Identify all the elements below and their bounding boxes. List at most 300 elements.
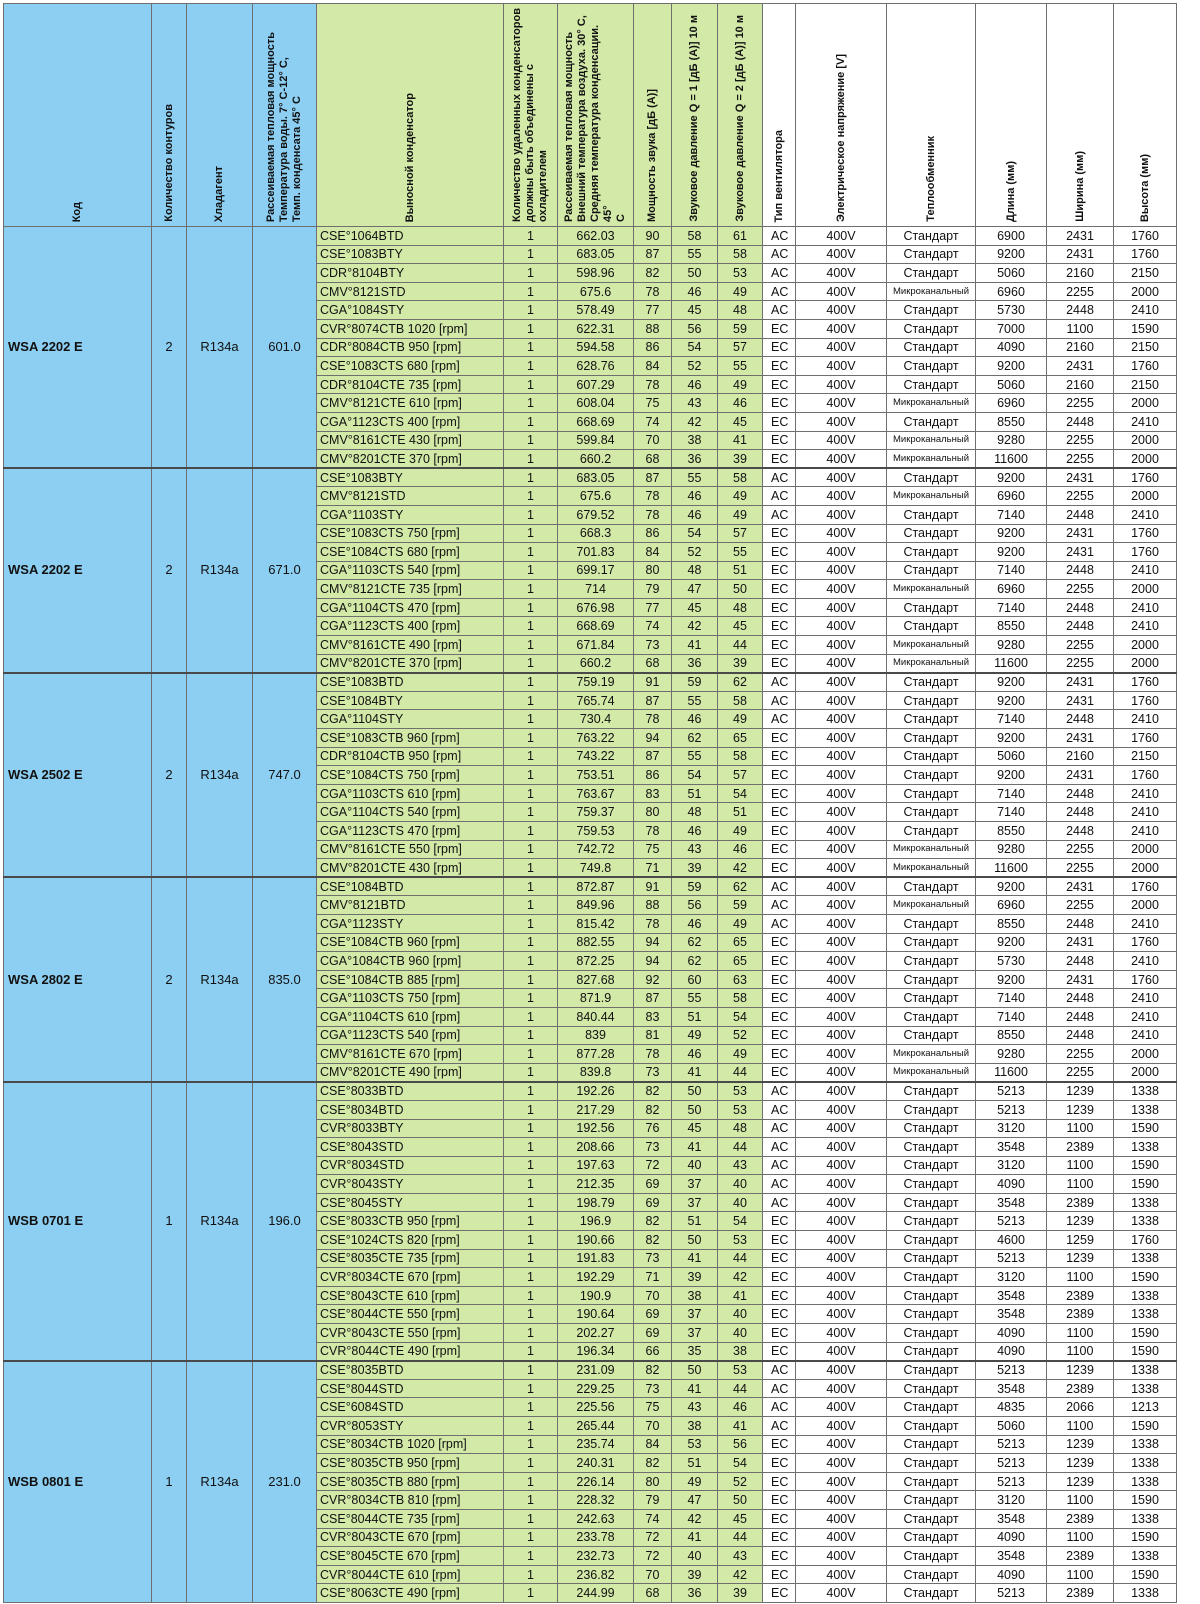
condenser-capacity: 598.96 (558, 264, 634, 283)
condenser-count: 1 (504, 1119, 558, 1138)
heat-exchanger: Стандарт (887, 1193, 976, 1212)
chiller-capacity: 601.0 (253, 227, 317, 469)
voltage: 400V (796, 1138, 887, 1157)
condenser-model: CSE°1084CTB 885 [rpm] (317, 970, 504, 989)
condenser-model: CDR°8104CTE 735 [rpm] (317, 375, 504, 394)
fan-type: AC (763, 301, 796, 320)
length: 11600 (976, 450, 1047, 469)
condenser-capacity: 235.74 (558, 1435, 634, 1454)
sound-pressure-q2: 53 (718, 1231, 763, 1250)
condenser-count: 1 (504, 1063, 558, 1082)
sound-pressure-q2: 52 (718, 1026, 763, 1045)
fan-type: EC (763, 1491, 796, 1510)
height: 1338 (1114, 1379, 1177, 1398)
sound-power: 68 (634, 1584, 672, 1603)
sound-pressure-q1: 48 (672, 803, 718, 822)
fan-type: AC (763, 914, 796, 933)
height: 1590 (1114, 1417, 1177, 1436)
length: 8550 (976, 822, 1047, 841)
heat-exchanger: Стандарт (887, 1138, 976, 1157)
sound-pressure-q2: 65 (718, 952, 763, 971)
voltage: 400V (796, 1509, 887, 1528)
condenser-count: 1 (504, 729, 558, 748)
sound-pressure-q2: 58 (718, 691, 763, 710)
condenser-model: CGA°1104STY (317, 710, 504, 729)
fan-type: EC (763, 784, 796, 803)
width: 2255 (1047, 896, 1114, 915)
height: 1590 (1114, 1175, 1177, 1194)
voltage: 400V (796, 282, 887, 301)
width: 2448 (1047, 914, 1114, 933)
condenser-capacity: 753.51 (558, 766, 634, 785)
fan-type: EC (763, 766, 796, 785)
length: 7000 (976, 319, 1047, 338)
condenser-model: CMV°8121STD (317, 282, 504, 301)
sound-power: 90 (634, 227, 672, 246)
sound-power: 87 (634, 468, 672, 487)
sound-pressure-q2: 42 (718, 1268, 763, 1287)
heat-exchanger: Микроканальный (887, 580, 976, 599)
condenser-model: CGA°1123CTS 400 [rpm] (317, 617, 504, 636)
condenser-model: CVR°8043STY (317, 1175, 504, 1194)
height: 2410 (1114, 505, 1177, 524)
heat-exchanger: Стандарт (887, 1472, 976, 1491)
length: 9200 (976, 245, 1047, 264)
voltage: 400V (796, 264, 887, 283)
voltage: 400V (796, 543, 887, 562)
condenser-count: 1 (504, 654, 558, 673)
height: 1590 (1114, 1119, 1177, 1138)
sound-power: 73 (634, 1249, 672, 1268)
sound-pressure-q2: 55 (718, 543, 763, 562)
length: 5213 (976, 1249, 1047, 1268)
width: 1100 (1047, 1324, 1114, 1343)
length: 11600 (976, 1063, 1047, 1082)
condenser-model: CMV°8121CTE 610 [rpm] (317, 394, 504, 413)
voltage: 400V (796, 505, 887, 524)
width: 1100 (1047, 1156, 1114, 1175)
sound-pressure-q2: 59 (718, 896, 763, 915)
sound-pressure-q2: 39 (718, 1584, 763, 1603)
length: 9200 (976, 543, 1047, 562)
condenser-count: 1 (504, 952, 558, 971)
sound-pressure-q1: 46 (672, 1045, 718, 1064)
sound-pressure-q2: 44 (718, 1063, 763, 1082)
height: 1590 (1114, 1565, 1177, 1584)
sound-pressure-q1: 43 (672, 394, 718, 413)
sound-pressure-q1: 54 (672, 766, 718, 785)
width: 2255 (1047, 840, 1114, 859)
condenser-model: CSE°8043STD (317, 1138, 504, 1157)
condenser-capacity: 839.8 (558, 1063, 634, 1082)
condenser-count: 1 (504, 1175, 558, 1194)
sound-power: 72 (634, 1156, 672, 1175)
width: 2431 (1047, 877, 1114, 896)
length: 8550 (976, 1026, 1047, 1045)
voltage: 400V (796, 1007, 887, 1026)
height: 1760 (1114, 729, 1177, 748)
refrigerant: R134a (187, 1361, 253, 1603)
voltage: 400V (796, 691, 887, 710)
fan-type: EC (763, 1435, 796, 1454)
sound-pressure-q1: 39 (672, 1565, 718, 1584)
sound-pressure-q2: 58 (718, 989, 763, 1008)
sound-pressure-q1: 49 (672, 1026, 718, 1045)
height: 1760 (1114, 766, 1177, 785)
height: 2410 (1114, 598, 1177, 617)
condenser-model: CGA°1123CTS 470 [rpm] (317, 822, 504, 841)
width: 1259 (1047, 1231, 1114, 1250)
sound-power: 77 (634, 301, 672, 320)
height: 1338 (1114, 1454, 1177, 1473)
sound-power: 81 (634, 1026, 672, 1045)
length: 5213 (976, 1100, 1047, 1119)
width: 2431 (1047, 766, 1114, 785)
length: 4090 (976, 1342, 1047, 1361)
voltage: 400V (796, 1082, 887, 1101)
heat-exchanger: Стандарт (887, 877, 976, 896)
fan-type: EC (763, 1063, 796, 1082)
sound-pressure-q2: 40 (718, 1305, 763, 1324)
sound-pressure-q1: 47 (672, 1491, 718, 1510)
heat-exchanger: Стандарт (887, 784, 976, 803)
condenser-model: CMV°8121BTD (317, 896, 504, 915)
width: 2255 (1047, 431, 1114, 450)
fan-type: EC (763, 524, 796, 543)
sound-power: 79 (634, 1491, 672, 1510)
sound-power: 84 (634, 357, 672, 376)
heat-exchanger: Стандарт (887, 822, 976, 841)
condenser-capacity: 668.69 (558, 617, 634, 636)
condenser-count: 1 (504, 1379, 558, 1398)
length: 4090 (976, 338, 1047, 357)
condenser-model: CVR°8034CTE 670 [rpm] (317, 1268, 504, 1287)
voltage: 400V (796, 375, 887, 394)
condenser-count: 1 (504, 1082, 558, 1101)
voltage: 400V (796, 933, 887, 952)
voltage: 400V (796, 859, 887, 878)
height: 2410 (1114, 914, 1177, 933)
sound-pressure-q1: 43 (672, 840, 718, 859)
height: 2000 (1114, 1045, 1177, 1064)
condenser-count: 1 (504, 487, 558, 506)
width: 2066 (1047, 1398, 1114, 1417)
condenser-model: CSE°8034CTB 1020 [rpm] (317, 1435, 504, 1454)
sound-pressure-q2: 46 (718, 394, 763, 413)
height: 2000 (1114, 636, 1177, 655)
sound-power: 78 (634, 375, 672, 394)
height: 1760 (1114, 227, 1177, 246)
heat-exchanger: Стандарт (887, 468, 976, 487)
fan-type: AC (763, 1082, 796, 1101)
voltage: 400V (796, 636, 887, 655)
sound-power: 74 (634, 1509, 672, 1528)
sound-pressure-q2: 44 (718, 1249, 763, 1268)
length: 6960 (976, 394, 1047, 413)
sound-power: 86 (634, 766, 672, 785)
condenser-capacity: 628.76 (558, 357, 634, 376)
height: 2000 (1114, 896, 1177, 915)
fan-type: AC (763, 487, 796, 506)
length: 7140 (976, 561, 1047, 580)
sound-power: 91 (634, 877, 672, 896)
sound-power: 83 (634, 1007, 672, 1026)
fan-type: EC (763, 375, 796, 394)
condenser-model: CGA°1084CTB 960 [rpm] (317, 952, 504, 971)
voltage: 400V (796, 914, 887, 933)
width: 2448 (1047, 1007, 1114, 1026)
length: 9200 (976, 357, 1047, 376)
sound-power: 76 (634, 1119, 672, 1138)
condenser-capacity: 192.29 (558, 1268, 634, 1287)
condenser-capacity: 231.09 (558, 1361, 634, 1380)
sound-pressure-q1: 43 (672, 1398, 718, 1417)
width: 1239 (1047, 1435, 1114, 1454)
fan-type: EC (763, 1509, 796, 1528)
condenser-count: 1 (504, 617, 558, 636)
height: 2410 (1114, 561, 1177, 580)
sound-pressure-q2: 42 (718, 1565, 763, 1584)
height: 1590 (1114, 1528, 1177, 1547)
sound-pressure-q2: 49 (718, 1045, 763, 1064)
sound-pressure-q1: 41 (672, 636, 718, 655)
sound-pressure-q2: 49 (718, 710, 763, 729)
condenser-capacity: 662.03 (558, 227, 634, 246)
condenser-model: CSE°8044CTE 735 [rpm] (317, 1509, 504, 1528)
sound-power: 88 (634, 896, 672, 915)
condenser-capacity: 840.44 (558, 1007, 634, 1026)
sound-pressure-q1: 55 (672, 245, 718, 264)
sound-pressure-q1: 56 (672, 896, 718, 915)
condenser-model: CVR°8034STD (317, 1156, 504, 1175)
sound-pressure-q1: 51 (672, 1212, 718, 1231)
condenser-count: 1 (504, 1305, 558, 1324)
length: 5060 (976, 1417, 1047, 1436)
voltage: 400V (796, 1342, 887, 1361)
sound-power: 73 (634, 1138, 672, 1157)
fan-type: EC (763, 654, 796, 673)
voltage: 400V (796, 1305, 887, 1324)
sound-pressure-q2: 49 (718, 375, 763, 394)
fan-type: EC (763, 1565, 796, 1584)
height: 2000 (1114, 654, 1177, 673)
refrigerant: R134a (187, 468, 253, 673)
width: 1239 (1047, 1361, 1114, 1380)
sound-pressure-q2: 40 (718, 1324, 763, 1343)
heat-exchanger: Стандарт (887, 301, 976, 320)
condenser-count: 1 (504, 896, 558, 915)
condenser-model: CMV°8161CTE 670 [rpm] (317, 1045, 504, 1064)
width: 2448 (1047, 710, 1114, 729)
sound-pressure-q2: 43 (718, 1156, 763, 1175)
sound-pressure-q2: 49 (718, 822, 763, 841)
sound-pressure-q1: 38 (672, 1417, 718, 1436)
condenser-model: CSE°8034BTD (317, 1100, 504, 1119)
sound-power: 69 (634, 1324, 672, 1343)
condenser-model: CGA°1103CTS 610 [rpm] (317, 784, 504, 803)
width: 2431 (1047, 933, 1114, 952)
sound-pressure-q1: 46 (672, 487, 718, 506)
sound-pressure-q1: 42 (672, 412, 718, 431)
heat-exchanger: Стандарт (887, 1286, 976, 1305)
length: 3548 (976, 1138, 1047, 1157)
length: 3120 (976, 1268, 1047, 1287)
condenser-capacity: 190.66 (558, 1231, 634, 1250)
voltage: 400V (796, 729, 887, 748)
heat-exchanger: Микроканальный (887, 636, 976, 655)
height: 2000 (1114, 431, 1177, 450)
fan-type: AC (763, 1361, 796, 1380)
height: 2410 (1114, 1026, 1177, 1045)
heat-exchanger: Стандарт (887, 245, 976, 264)
condenser-capacity: 676.98 (558, 598, 634, 617)
sound-pressure-q2: 57 (718, 766, 763, 785)
heat-exchanger: Микроканальный (887, 450, 976, 469)
voltage: 400V (796, 1212, 887, 1231)
condenser-count: 1 (504, 450, 558, 469)
height: 1760 (1114, 357, 1177, 376)
sound-pressure-q1: 50 (672, 1082, 718, 1101)
width: 2448 (1047, 803, 1114, 822)
voltage: 400V (796, 822, 887, 841)
heat-exchanger: Стандарт (887, 1435, 976, 1454)
height: 1590 (1114, 1342, 1177, 1361)
sound-pressure-q1: 51 (672, 784, 718, 803)
condenser-model: CVR°8074CTB 1020 [rpm] (317, 319, 504, 338)
sound-pressure-q1: 42 (672, 617, 718, 636)
condenser-model: CGA°1103CTS 540 [rpm] (317, 561, 504, 580)
sound-pressure-q1: 41 (672, 1063, 718, 1082)
sound-pressure-q2: 49 (718, 505, 763, 524)
condenser-capacity: 196.34 (558, 1342, 634, 1361)
width: 2389 (1047, 1286, 1114, 1305)
width: 2448 (1047, 989, 1114, 1008)
length: 4835 (976, 1398, 1047, 1417)
fan-type: EC (763, 1045, 796, 1064)
sound-pressure-q2: 41 (718, 1417, 763, 1436)
height: 2150 (1114, 375, 1177, 394)
sound-power: 71 (634, 859, 672, 878)
sound-pressure-q2: 48 (718, 1119, 763, 1138)
condenser-model: CSE°1084BTY (317, 691, 504, 710)
condenser-capacity: 763.67 (558, 784, 634, 803)
fan-type: AC (763, 710, 796, 729)
length: 9200 (976, 766, 1047, 785)
condenser-count: 1 (504, 1509, 558, 1528)
condenser-count: 1 (504, 1138, 558, 1157)
sound-power: 78 (634, 710, 672, 729)
heat-exchanger: Стандарт (887, 1156, 976, 1175)
fan-type: AC (763, 1398, 796, 1417)
width: 2431 (1047, 543, 1114, 562)
heat-exchanger: Стандарт (887, 1175, 976, 1194)
condenser-model: CGA°1123CTS 540 [rpm] (317, 1026, 504, 1045)
length: 5213 (976, 1082, 1047, 1101)
length: 7140 (976, 803, 1047, 822)
heat-exchanger: Микроканальный (887, 431, 976, 450)
width: 2389 (1047, 1379, 1114, 1398)
fan-type: EC (763, 1231, 796, 1250)
condenser-model: CSE°8045STY (317, 1193, 504, 1212)
voltage: 400V (796, 1491, 887, 1510)
condenser-capacity: 190.64 (558, 1305, 634, 1324)
height: 1338 (1114, 1584, 1177, 1603)
fan-type: EC (763, 1584, 796, 1603)
header-refrigerant: Хладагент (187, 4, 253, 227)
condenser-count: 1 (504, 1286, 558, 1305)
condenser-count: 1 (504, 431, 558, 450)
sound-pressure-q2: 39 (718, 654, 763, 673)
fan-type: EC (763, 543, 796, 562)
height: 1338 (1114, 1435, 1177, 1454)
table-body (4, 227, 1177, 1603)
condenser-count: 1 (504, 1193, 558, 1212)
condenser-capacity: 208.66 (558, 1138, 634, 1157)
voltage: 400V (796, 1361, 887, 1380)
height: 2410 (1114, 710, 1177, 729)
height: 1760 (1114, 1231, 1177, 1250)
length: 9200 (976, 970, 1047, 989)
height: 1590 (1114, 1491, 1177, 1510)
width: 2160 (1047, 338, 1114, 357)
heat-exchanger: Стандарт (887, 747, 976, 766)
condenser-capacity: 671.84 (558, 636, 634, 655)
width: 2255 (1047, 636, 1114, 655)
fan-type: EC (763, 580, 796, 599)
sound-power: 82 (634, 1454, 672, 1473)
sound-power: 69 (634, 1175, 672, 1194)
header-length: Длина (мм) (976, 4, 1047, 227)
width: 2448 (1047, 822, 1114, 841)
refrigerant: R134a (187, 877, 253, 1082)
height: 1760 (1114, 970, 1177, 989)
voltage: 400V (796, 766, 887, 785)
condenser-count: 1 (504, 766, 558, 785)
condenser-model: CSE°1084CTS 750 [rpm] (317, 766, 504, 785)
sound-power: 80 (634, 1472, 672, 1491)
condenser-count: 1 (504, 636, 558, 655)
heat-exchanger: Микроканальный (887, 1063, 976, 1082)
condenser-capacity: 202.27 (558, 1324, 634, 1343)
fan-type: AC (763, 673, 796, 692)
heat-exchanger: Микроканальный (887, 282, 976, 301)
voltage: 400V (796, 989, 887, 1008)
condenser-count: 1 (504, 1417, 558, 1436)
sound-pressure-q1: 56 (672, 319, 718, 338)
sound-pressure-q1: 62 (672, 729, 718, 748)
heat-exchanger: Стандарт (887, 766, 976, 785)
sound-power: 70 (634, 1417, 672, 1436)
fan-type: EC (763, 989, 796, 1008)
sound-pressure-q2: 46 (718, 1398, 763, 1417)
heat-exchanger: Стандарт (887, 412, 976, 431)
fan-type: EC (763, 1547, 796, 1566)
length: 6900 (976, 227, 1047, 246)
condenser-capacity: 701.83 (558, 543, 634, 562)
condenser-model: CGA°1103STY (317, 505, 504, 524)
fan-type: AC (763, 505, 796, 524)
condenser-count: 1 (504, 338, 558, 357)
heat-exchanger: Стандарт (887, 1509, 976, 1528)
width: 1100 (1047, 1119, 1114, 1138)
condenser-capacity: 217.29 (558, 1100, 634, 1119)
length: 5213 (976, 1435, 1047, 1454)
condenser-model: CSE°8044STD (317, 1379, 504, 1398)
condenser-model: CDR°8084CTB 950 [rpm] (317, 338, 504, 357)
sound-pressure-q1: 52 (672, 543, 718, 562)
condenser-capacity: 233.78 (558, 1528, 634, 1547)
fan-type: AC (763, 1119, 796, 1138)
